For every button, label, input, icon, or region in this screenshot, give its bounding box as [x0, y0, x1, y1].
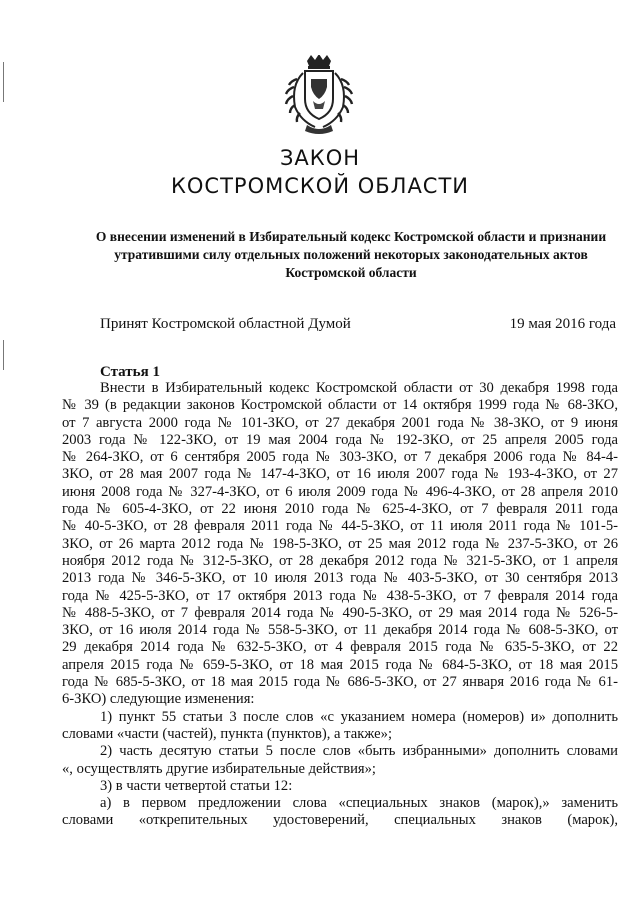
body-line: ЗКО, от 16 июля 2014 года № 558-5-ЗКО, от 11 декабря 2014 года № 608-5-ЗКО, от: [62, 622, 618, 639]
body-line: 3) в части четвертой статьи 12:: [100, 777, 293, 794]
region-title: КОСТРОМСКОЙ ОБЛАСТИ: [170, 174, 470, 198]
body-line: 2003 года № 122-ЗКО, от 19 мая 2004 года № 192-ЗКО, от 25 апреля 2005 года: [62, 431, 618, 448]
body-line: ноября 2012 года № 312-5-ЗКО, от 28 декабря 2012 года № 321-5-ЗКО, от 1 апреля: [62, 552, 618, 569]
law-subject-line: утратившими силу отдельных положений некоторых законодательных актов: [114, 247, 588, 262]
body-line: словами «открепительных удостоверений, специальных знаков (марок),: [62, 812, 618, 829]
coat-of-arms-emblem: [277, 55, 361, 135]
body-line: № 39 (в редакции законов Костромской области от 14 октября 1999 года № 68-ЗКО,: [62, 397, 618, 414]
body-line: от 7 августа 2000 года № 101-ЗКО, от 27 декабря 2001 года № 38-ЗКО, от 9 июня: [62, 414, 618, 431]
body-line: года № 685-5-ЗКО, от 18 мая 2015 года № 686-5-ЗКО, от 27 января 2016 года № 61-: [62, 674, 618, 691]
body-line: года № 605-4-ЗКО, от 22 июня 2010 года № 625-4-ЗКО, от 7 февраля 2011 года: [62, 501, 618, 518]
body-line: года № 425-5-ЗКО, от 17 октября 2013 года № 438-5-ЗКО, от 7 февраля 2014 года: [62, 587, 618, 604]
body-line: июня 2008 года № 327-4-ЗКО, от 6 июля 2009 года № 496-4-ЗКО, от 28 апреля 2010: [62, 483, 618, 500]
body-line: а) в первом предложении слова «специальных знаков (марок),» заменить: [100, 795, 618, 812]
law-subject-line: Костромской области: [285, 265, 417, 280]
body-line: № 40-5-ЗКО, от 28 февраля 2011 года № 44-5-ЗКО, от 11 июля 2011 года № 101-5-: [62, 518, 618, 535]
article-body: [62, 380, 618, 830]
body-line: Внести в Избирательный кодекс Костромской области от 30 декабря 1998 года: [100, 380, 618, 396]
body-line: 29 декабря 2014 года № 632-5-ЗКО, от 4 февраля 2015 года № 635-5-ЗКО, от 22: [62, 639, 618, 656]
article-heading: Статья 1: [100, 364, 160, 380]
body-line: № 264-ЗКО, от 6 сентября 2005 года № 303-ЗКО, от 7 декабря 2006 года № 84-4-: [62, 449, 618, 466]
body-line: 2013 года № 346-5-ЗКО, от 10 июля 2013 года № 403-5-ЗКО, от 30 сентября 2013: [62, 570, 618, 587]
body-line: 2) часть десятую статьи 5 после слов «быть избранными» дополнить словами: [100, 743, 618, 760]
body-line: ЗКО, от 26 марта 2012 года № 198-5-ЗКО, от 25 мая 2012 года № 237-5-ЗКО, от 26: [62, 535, 618, 552]
body-line: ЗКО, от 28 мая 2007 года № 147-4-ЗКО, от 16 июля 2007 года № 193-4-ЗКО, от 27: [62, 466, 618, 483]
body-line: словами «части (частей), пункта (пунктов), а также»;: [62, 725, 392, 742]
body-line: 6-ЗКО) следующие изменения:: [62, 691, 255, 708]
body-line: 1) пункт 55 статьи 3 после слов «с указанием номера (номеров) и» дополнить: [100, 708, 618, 725]
body-line: «, осуществлять другие избирательные действия»;: [62, 760, 376, 777]
body-line: апреля 2015 года № 659-5-ЗКО, от 18 мая 2015 года № 684-5-ЗКО, от 18 мая 2015: [62, 656, 618, 673]
adoption-date: 19 мая 2016 года: [509, 316, 616, 332]
margin-mark: [3, 340, 4, 370]
margin-mark: [3, 62, 4, 102]
adoption-statement: Принят Костромской областной Думой: [100, 316, 351, 332]
law-subject-line: О внесении изменений в Избирательный кодекс Костромской области и признании: [95, 229, 607, 244]
body-line: № 488-5-ЗКО, от 7 февраля 2014 года № 490-5-ЗКО, от 29 мая 2014 года № 526-5-: [62, 604, 618, 621]
law-subject: [78, 228, 624, 282]
law-title: ЗАКОН: [279, 146, 361, 170]
